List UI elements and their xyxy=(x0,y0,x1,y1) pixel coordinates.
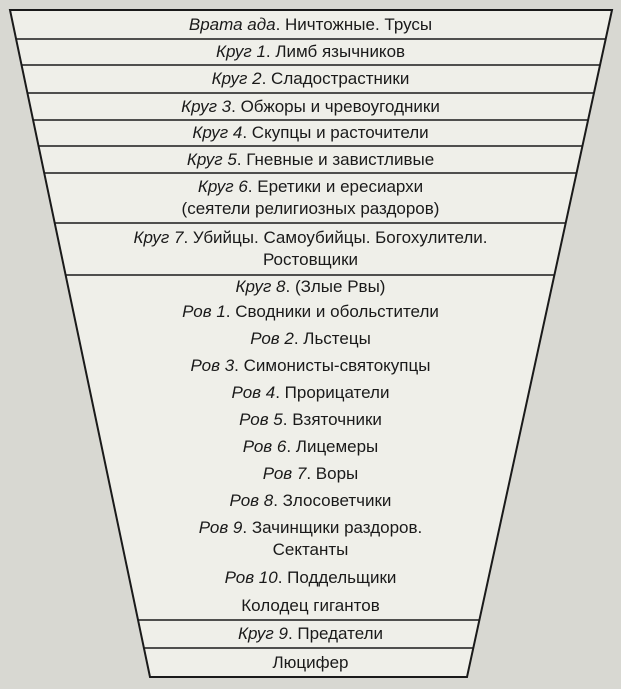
circle-row xyxy=(0,93,621,120)
circle-row xyxy=(0,487,621,514)
circle-row xyxy=(0,275,621,298)
circle-label: Круг 1 xyxy=(215,42,266,61)
circle-label: Круг 9 xyxy=(237,624,288,643)
row-text xyxy=(230,490,392,512)
row-text xyxy=(216,41,405,63)
circle-description: . Лимб язычников xyxy=(265,42,406,61)
row-text xyxy=(182,301,439,323)
circle-description: . Поддельщики xyxy=(277,567,397,587)
circle-label: Ров 1 xyxy=(182,301,226,321)
circle-description: Колодец гигантов xyxy=(241,595,380,615)
circle-label: Круг 4 xyxy=(192,123,243,142)
circle-label: Ров 2 xyxy=(250,328,294,348)
circle-label: Круг 6 xyxy=(197,177,248,196)
circle-label: Круг 2 xyxy=(211,69,262,88)
row-text xyxy=(189,14,432,36)
circle-description: . Взяточники xyxy=(282,409,382,429)
circle-description: . (Злые Рвы) xyxy=(285,276,386,296)
row-text xyxy=(192,122,428,144)
row-text xyxy=(232,382,390,404)
row-text-continued: Ростовщики xyxy=(262,250,359,269)
circle-row xyxy=(0,460,621,487)
circle-row xyxy=(0,379,621,406)
circle-description: . Гневные и завистливые xyxy=(236,149,435,169)
circle-label: Ров 6 xyxy=(242,436,287,456)
circle-row xyxy=(0,65,621,93)
circle-description: . Злосоветчики xyxy=(273,490,392,510)
row-text xyxy=(236,276,386,298)
circle-description: . Прорицатели xyxy=(275,382,390,402)
row-text xyxy=(187,149,434,171)
circle-description: . Убийцы. Самоубийцы. Богохулители. xyxy=(183,228,488,247)
circle-row xyxy=(0,325,621,352)
circle-label: Круг 7 xyxy=(133,228,184,247)
row-text-continued: (сеятели религиозных раздоров) xyxy=(181,199,440,218)
circle-description: . Ничтожные. Трусы xyxy=(275,14,433,34)
circle-row xyxy=(0,146,621,173)
circle-row xyxy=(0,223,621,275)
circle-description: . Лицемеры xyxy=(286,436,379,456)
circle-row xyxy=(0,564,621,591)
circle-label: Круг 5 xyxy=(186,149,237,169)
circle-row xyxy=(0,620,621,648)
circle-row xyxy=(0,406,621,433)
circle-row xyxy=(0,173,621,223)
row-text xyxy=(199,517,423,539)
row-text xyxy=(212,68,410,90)
circle-row xyxy=(0,10,621,39)
circle-label: Ров 5 xyxy=(239,409,283,429)
circle-row xyxy=(0,120,621,146)
circle-row xyxy=(0,433,621,460)
circle-row xyxy=(0,591,621,620)
circle-label: Круг 8 xyxy=(235,276,286,296)
row-text xyxy=(225,567,397,589)
circle-description: . Предатели xyxy=(287,624,384,643)
row-text xyxy=(239,409,382,431)
circle-label: Ров 9 xyxy=(198,518,243,537)
row-text xyxy=(133,227,487,249)
circle-row xyxy=(0,352,621,379)
row-text-continued: Сектанты xyxy=(272,540,349,559)
circle-description: . Льстецы xyxy=(293,328,371,348)
circle-description: . Обжоры и чревоугодники xyxy=(231,96,440,116)
circle-description: . Скупцы и расточители xyxy=(242,123,429,142)
circle-label: Ров 10 xyxy=(224,567,278,587)
row-text xyxy=(191,355,431,377)
circle-label: Ров 8 xyxy=(229,490,274,510)
row-text xyxy=(181,96,440,118)
row-text xyxy=(198,176,423,198)
circle-label: Ров 4 xyxy=(231,382,276,402)
circle-description: . Зачинщики раздоров. xyxy=(242,518,423,537)
circle-row xyxy=(0,514,621,564)
circle-label: Ров 7 xyxy=(262,463,307,483)
circle-description: . Еретики и ересиархи xyxy=(247,177,424,196)
row-text xyxy=(263,463,359,485)
circle-description: . Воры xyxy=(306,463,359,483)
circle-description: . Сводники и обольстители xyxy=(225,301,439,321)
row-text xyxy=(238,623,383,645)
row-text xyxy=(272,652,348,674)
circle-label: Круг 3 xyxy=(181,96,232,116)
circle-description: Люцифер xyxy=(272,652,349,672)
circle-label: Ров 3 xyxy=(190,355,235,375)
circle-row xyxy=(0,298,621,325)
circle-description: . Сладострастники xyxy=(261,69,410,88)
row-text xyxy=(241,595,379,617)
circle-row xyxy=(0,648,621,677)
circle-row xyxy=(0,39,621,65)
row-text xyxy=(243,436,379,458)
row-text xyxy=(250,328,371,350)
circle-description: . Симонисты-святокупцы xyxy=(234,355,431,375)
circle-label: Врата ада xyxy=(188,14,276,34)
